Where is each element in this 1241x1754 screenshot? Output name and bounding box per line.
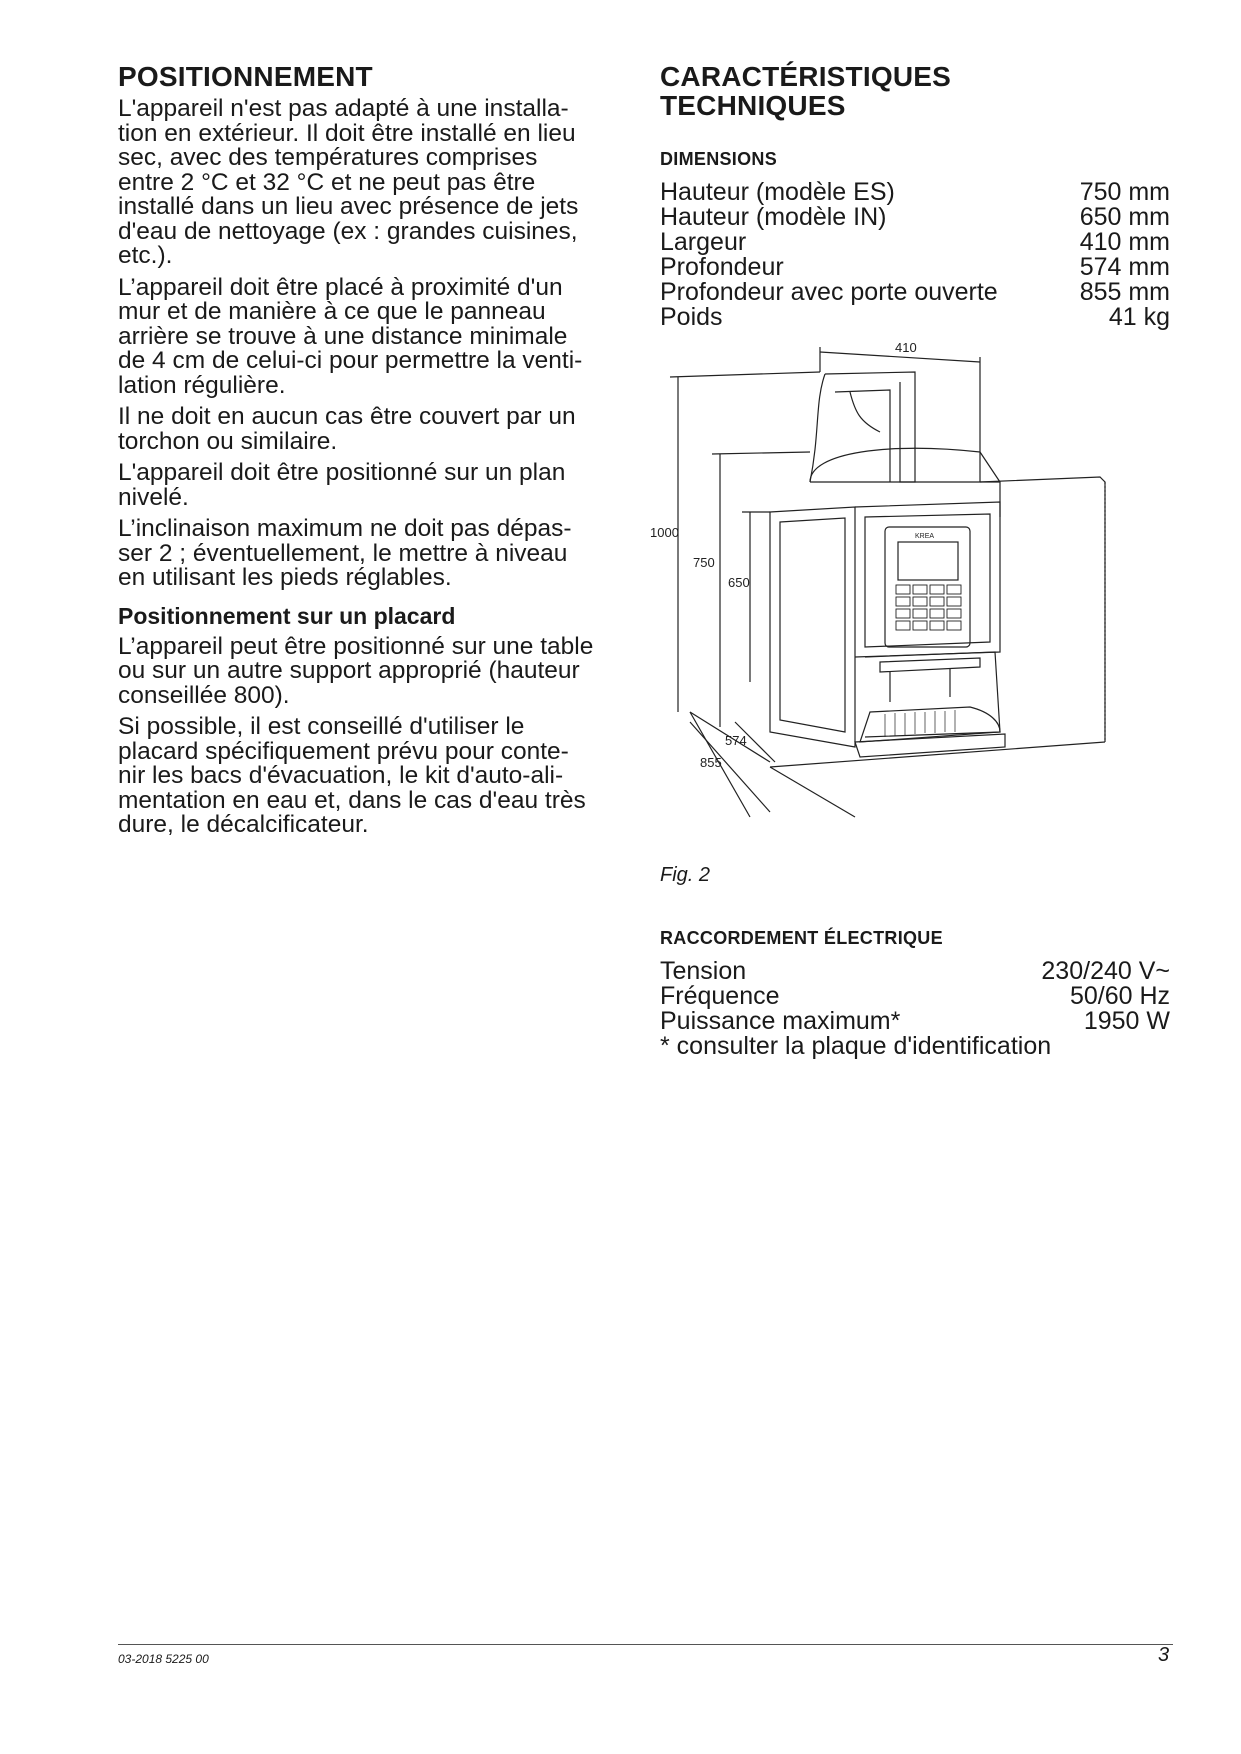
machine-dimension-drawing [650, 342, 1170, 862]
text-line: L’appareil doit être placé à proximité d'un [118, 273, 563, 301]
text-line: de 4 cm de celui-ci pour permettre la venti- [118, 347, 583, 374]
dim-label-855: 855 [700, 755, 722, 770]
text-line: L’appareil peut être positionné sur une table [118, 632, 594, 660]
spec-value: 50/60 Hz [1069, 982, 1170, 1010]
spec-value: 855 mm [1079, 278, 1170, 306]
spec-label: Profondeur [660, 253, 784, 281]
electrical-table [660, 959, 1170, 1034]
dim-label-574: 574 [725, 733, 747, 748]
text-line: Si possible, il est conseillé d'utiliser le [118, 713, 525, 740]
left.paragraphs-paragraph-4 [118, 461, 643, 510]
footer-divider [118, 1644, 1173, 1645]
section-title-techniques: TECHNIQUES [660, 90, 846, 121]
spec-label: Hauteur (modèle IN) [660, 203, 887, 231]
text-line: L'appareil n'est pas adapté à une installa- [118, 95, 569, 122]
dim-label-410: 410 [895, 342, 917, 355]
spec-row [660, 305, 1170, 330]
dim-label-750: 750 [693, 555, 715, 570]
text-line: lation régulière. [118, 371, 286, 399]
dim-label-650: 650 [728, 575, 750, 590]
spec-row [660, 984, 1170, 1009]
left-column [118, 62, 643, 845]
text-line: ou sur un autre support approprié (hauteur [118, 657, 580, 684]
figure-caption: Fig. 2 [660, 864, 711, 886]
document-code: 03-2018 5225 00 [118, 1652, 209, 1666]
left.paragraphs-paragraph-1 [118, 97, 643, 269]
spec-row [660, 959, 1170, 984]
spec-value: 41 kg [1108, 303, 1170, 331]
text-line: entre 2 °C et 32 °C et ne peut pas être [118, 168, 536, 196]
spec-label: Profondeur avec porte ouverte [660, 278, 998, 306]
text-line: mur et de manière à ce que le panneau [118, 298, 546, 325]
text-line: d'eau de nettoyage (ex : grandes cuisines, [118, 217, 578, 245]
spec-value: 750 mm [1079, 178, 1170, 206]
spec-row [660, 255, 1170, 280]
left.paragraphs-paragraph-2 [118, 273, 643, 399]
spec-row [660, 280, 1170, 305]
dimensions-heading: DIMENSIONS [660, 149, 778, 169]
spec-row [660, 230, 1170, 255]
brand-label: KREA [915, 533, 935, 540]
electrical-note: * consulter la plaque d'identification [660, 1032, 1052, 1060]
text-line: en utilisant les pieds réglables. [118, 564, 452, 591]
text-line: nivelé. [118, 483, 189, 511]
text-line: mentation en eau et, dans le cas d'eau très [118, 786, 586, 814]
text-line: sec, avec des températures comprises [118, 144, 538, 171]
spec-label: Largeur [660, 228, 747, 256]
text-line: Il ne doit en aucun cas être couvert par un [118, 403, 576, 430]
section-title-positionnement: POSITIONNEMENT [118, 61, 373, 92]
spec-label: Fréquence [660, 982, 780, 1010]
text-line: nir les bacs d'évacuation, le kit d'auto-ali- [118, 762, 564, 789]
right-column [650, 61, 1170, 1060]
positionnement-text [118, 97, 643, 591]
dimensions-table [660, 180, 1170, 330]
text-line: etc.). [118, 242, 173, 269]
text-line: tion en extérieur. Il doit être installé en lieu [118, 119, 576, 147]
page-number: 3 [1158, 1644, 1170, 1666]
spec-value: 650 mm [1079, 203, 1170, 231]
spec-value: 1950 W [1083, 1007, 1170, 1035]
spec-row [660, 205, 1170, 230]
text-line: installé dans un lieu avec présence de jets [118, 193, 579, 220]
electrical-heading: RACCORDEMENT ÉLECTRIQUE [660, 928, 943, 948]
text-line: arrière se trouve à une distance minimale [118, 322, 568, 350]
left.paragraphs2-paragraph-2 [118, 715, 643, 838]
spec-label: Tension [660, 957, 747, 985]
spec-value: 230/240 V~ [1041, 957, 1170, 985]
spec-value: 574 mm [1079, 253, 1170, 281]
text-line: L'appareil doit être positionné sur un plan [118, 459, 566, 486]
text-line: ser 2 ; éventuellement, le mettre à niveau [118, 539, 568, 567]
spec-row [660, 1009, 1170, 1034]
text-line: torchon ou similaire. [118, 427, 338, 455]
left.paragraphs2-paragraph-1 [118, 632, 643, 709]
dim-label-1000: 1000 [650, 525, 679, 540]
text-line: L’inclinaison maximum ne doit pas dépas- [118, 515, 572, 542]
text-line: placard spécifiquement prévu pour conte- [118, 737, 569, 765]
text-line: dure, le décalcificateur. [118, 811, 369, 838]
spec-label: Poids [660, 303, 723, 331]
spec-value: 410 mm [1079, 228, 1170, 256]
placard-text [118, 632, 643, 838]
left.paragraphs-paragraph-5 [118, 517, 643, 591]
spec-label: Hauteur (modèle ES) [660, 178, 895, 206]
figure-2-machine-diagram [650, 342, 1170, 862]
spec-label: Puissance maximum* [660, 1007, 901, 1035]
text-line: conseillée 800). [118, 681, 290, 709]
left.paragraphs-paragraph-3 [118, 405, 643, 454]
subtitle-placard: Positionnement sur un placard [118, 602, 456, 629]
spec-row [660, 180, 1170, 205]
section-title-caracteristiques: CARACTÉRISTIQUES [660, 61, 951, 92]
